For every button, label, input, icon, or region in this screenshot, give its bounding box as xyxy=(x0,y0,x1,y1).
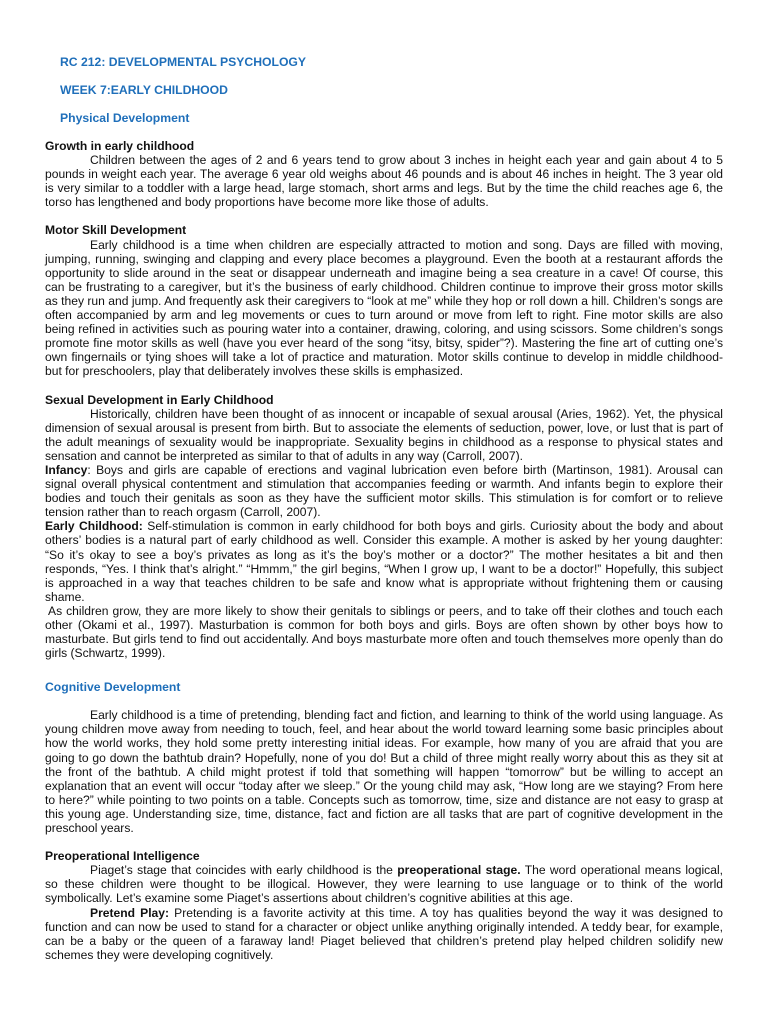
cognitive-development-heading: Cognitive Development xyxy=(45,680,181,695)
physical-development-heading: Physical Development xyxy=(60,111,190,125)
motor-skill-paragraph: Early childhood is a time when children are especially attracted to motion and song. Days are filled with moving, jumping, running, swinging and clapping and every place becomes a playground. Even the booth at a restaurant affords the opportunity to slide around in the seat or disappear underneath and imagine being a sea creature in a cave! Of course, this can be frustrating to a caregiver, but it’s the business of early childhood. Children continue to improve their gross motor skills as they run and jump. And frequently ask their caregivers to “look at me” while they hop or roll down a hill. Children’s songs are often accompanied by arm and leg movements or cues to turn around or move from left to right. Fine motor skills are also being refined in activities such as pouring water into a container, drawing, coloring, and using scissors. Some children’s songs promote fine motor skills as well (have you ever heard of the song “itsy, bitsy, spider”?). Mastering the fine art of cutting one’s own fingernails or tying shoes will take a lot of practice and maturation. Motor skills continue to develop in middle childhood-but for preschoolers, play that deliberately involves these skills is emphasized. xyxy=(45,237,723,379)
preoperational-stage-term: preoperational stage. xyxy=(397,863,521,878)
early-childhood-paragraph xyxy=(45,519,723,604)
pretend-play-paragraph xyxy=(45,906,723,962)
children-grow-paragraph: As children grow, they are more likely to show their genitals to siblings or peers, and to take off their clothes and touch each other (Okami et al., 1997). Masturbation is common for both boys and girls. Boys are often shown by other boys how to masturbate. But girls tend to find out accidentally. And boys masturbate more often and touch themselves more openly than do girls (Schwartz, 1999). xyxy=(45,603,723,661)
early-childhood-text: Self-stimulation is common in early childhood for both boys and girls. Curiosity about the body and about others’ bodies is a natural part of early childhood as well. Consider this example. A mother is asked by her young daughter: “So it’s okay to see a boy’s privates as long as it’s the boy’s mother or a doctor?” The mother hesitates a bit and then responds, “Yes. I think that’s alright.” “Hmmm,” the girl begins, “When I grow up, I want to be a doctor!” Hopefully, this subject is approached in a way that teaches children to be safe and know what is appropriate without frightening them or causing shame. xyxy=(45,519,724,604)
preop-text-a: Piaget’s stage that coincides with early childhood is the xyxy=(90,863,398,878)
course-title: RC 212: DEVELOPMENTAL PSYCHOLOGY xyxy=(60,55,307,69)
document-page xyxy=(45,51,723,962)
week-title: WEEK 7:EARLY CHILDHOOD xyxy=(60,83,228,97)
infancy-text: : Boys and girls are capable of erections and vaginal lubrication even before birth (Martinson, 1981). Arousal can signal overall physical contentment and stimulation that accompanies feeding or warmth. And infants begin to explore their bodies and touch their genitals as soon as they have the sufficient motor skills. This stimulation is for comfort or to relieve tension rather than to reach orgasm (Carroll, 2007). xyxy=(45,462,723,520)
sexual-development-paragraph: Historically, children have been thought of as innocent or incapable of sexual arousal (Aries, 1962). Yet, the physical dimension of sexual arousal is present from birth. But to associate the elements of seduction, power, love, or lust that is part of the adult meanings of sexuality would be inappropriate. Sexuality begins in childhood as a response to physical states and sensation and cannot be interpreted as similar to that of adults in any way (Carroll, 2007). xyxy=(45,406,723,463)
pretend-play-label: Pretend Play: xyxy=(90,905,170,920)
sexual-development-heading: Sexual Development in Early Childhood xyxy=(45,392,274,407)
infancy-label: Infancy xyxy=(45,462,88,477)
pretend-play-text: Pretending is a favorite activity at this time. A toy has qualities beyond the way it was designed to function and can now be used to stand for a character or object unlike anything originally intended. A teddy bear, for example, can be a baby or the queen of a faraway land! Piaget believed that children’s pretend play helped children solidify new schemes they were developing cognitively. xyxy=(45,905,723,962)
infancy-paragraph xyxy=(45,463,723,519)
cognitive-paragraph: Early childhood is a time of pretending, blending fact and fiction, and learning to think of the world using language. As young children move away from needing to touch, feel, and hear about the world toward learning some basic principles about how the world works, they hold some pretty interesting initial ideas. For example, how many of you are afraid that you are going to go down the bathtub drain? Hopefully, none of you do! But a child of three might really worry about this as they sit at the front of the bathtub. A child might protest if told that something will happen “tomorrow” but be willing to accept an explanation that an event will occur “today after we sleep.” Or the young child may ask, “How long are we staying? From here to here?” while pointing to two points on a table. Concepts such as tomorrow, time, size and distance are not easy to grasp at this young age. Understanding size, time, distance, fact and fiction are all tasks that are part of cognitive development in the preschool years. xyxy=(45,708,723,836)
growth-paragraph: Children between the ages of 2 and 6 years tend to grow about 3 inches in height each year and gain about 4 to 5 pounds in weight each year. The average 6 year old weighs about 46 pounds and is about 46 inches in height. The 3 year old is very similar to a toddler with a large head, large stomach, short arms and legs. But by the time the child reaches age 6, the torso has lengthened and body proportions have become more like those of adults. xyxy=(45,153,723,210)
preoperational-paragraph xyxy=(45,863,723,905)
early-childhood-label: Early Childhood: xyxy=(45,519,143,534)
preop-text-b: The word operational means logical, so these children were thought to be illogical. However, they were learning to use language or to think of the world symbolically. Let’s examine some Piaget’s assertions about children’s cognitive abilities at this age. xyxy=(45,863,723,906)
growth-heading: Growth in early childhood xyxy=(45,139,195,153)
preoperational-heading: Preoperational Intelligence xyxy=(45,849,200,864)
motor-skill-heading: Motor Skill Development xyxy=(45,223,187,238)
